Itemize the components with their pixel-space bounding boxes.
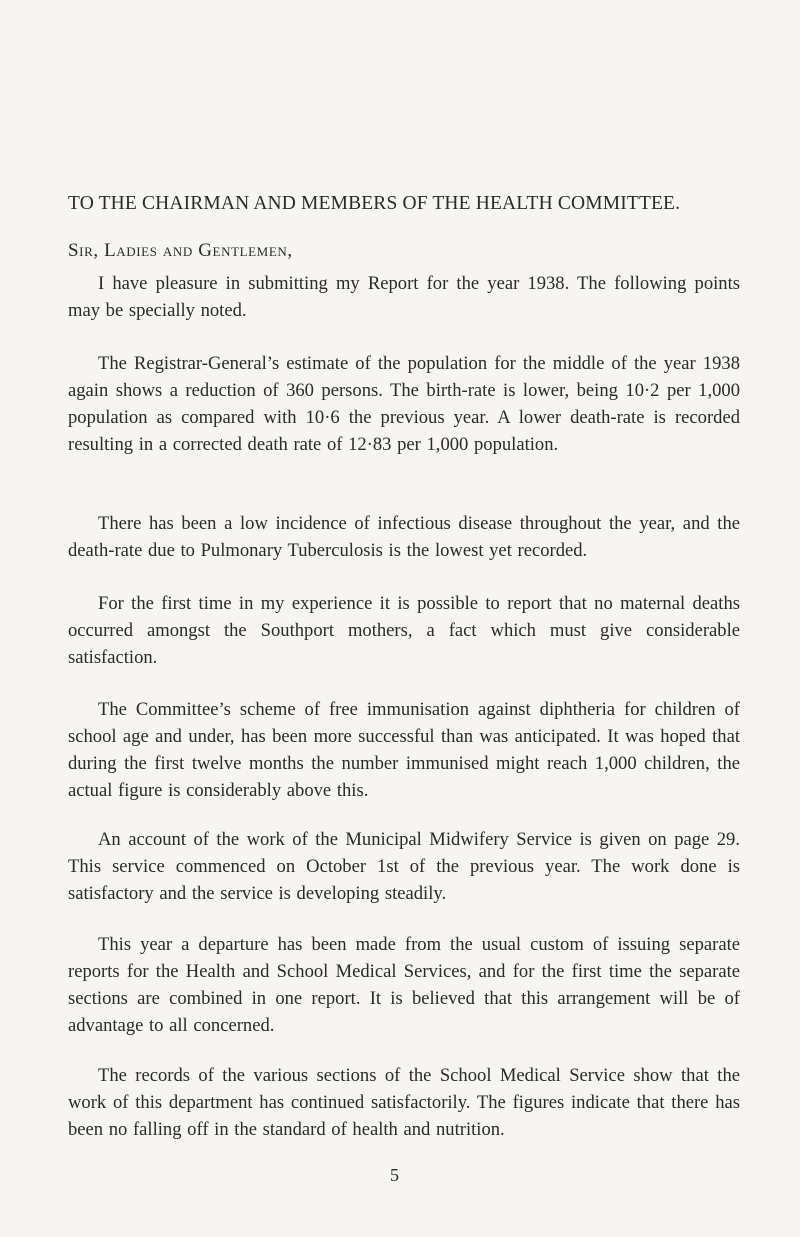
paragraph-immunisation: The Committee’s scheme of free immunisation against diphtheria for children of school age and under, has been more successful than was anticipated. It was hoped that during the first twelve months the number immunised might reach 1,000 children, the actual figure is considerably above this. xyxy=(68,699,740,801)
page-number: 5 xyxy=(390,1165,399,1185)
document-heading: TO THE CHAIRMAN AND MEMBERS OF THE HEALTH COMMITTEE. xyxy=(68,193,681,214)
paragraph-maternal-deaths: For the first time in my experience it is possible to report that no maternal deaths occurred amongst the Southport mothers, a fact which must give considerable satisfaction. xyxy=(68,593,740,668)
paragraph-population: The Registrar-General’s estimate of the population for the middle of the year 1938 again shows a reduction of 360 persons. The birth-rate is lower, being 10·2 per 1,000 population as compared with 10·6 the previous year. A lower death-rate is recorded resulting in a corrected death rate of 12·83 per 1,000 population. xyxy=(68,353,740,455)
salutation: Sir, Ladies and Gentlemen, xyxy=(68,240,293,261)
paragraph-combined-report: This year a departure has been made from the usual custom of issuing separate reports for the Health and School Medical Services, and for the first time the separate sections are combined in one report. It is believed that this arrangement will be of advantage to all concerned. xyxy=(68,934,740,1036)
paragraph-midwifery: An account of the work of the Municipal Midwifery Service is given on page 29. This service commenced on October 1st of the previous year. The work done is satisfactory and the service is developing steadily. xyxy=(68,829,740,904)
paragraph-report-intro: I have pleasure in submitting my Report for the year 1938. The following points may be specially noted. xyxy=(68,273,740,321)
paragraph-school-medical: The records of the various sections of the School Medical Service show that the work of this department has continued satisfactorily. The figures indicate that there has been no falling off in the standard of health and nutrition. xyxy=(68,1065,740,1140)
paragraph-infectious-disease: There has been a low incidence of infectious disease throughout the year, and the death-rate due to Pulmonary Tuberculosis is the lowest yet recorded. xyxy=(68,513,740,561)
